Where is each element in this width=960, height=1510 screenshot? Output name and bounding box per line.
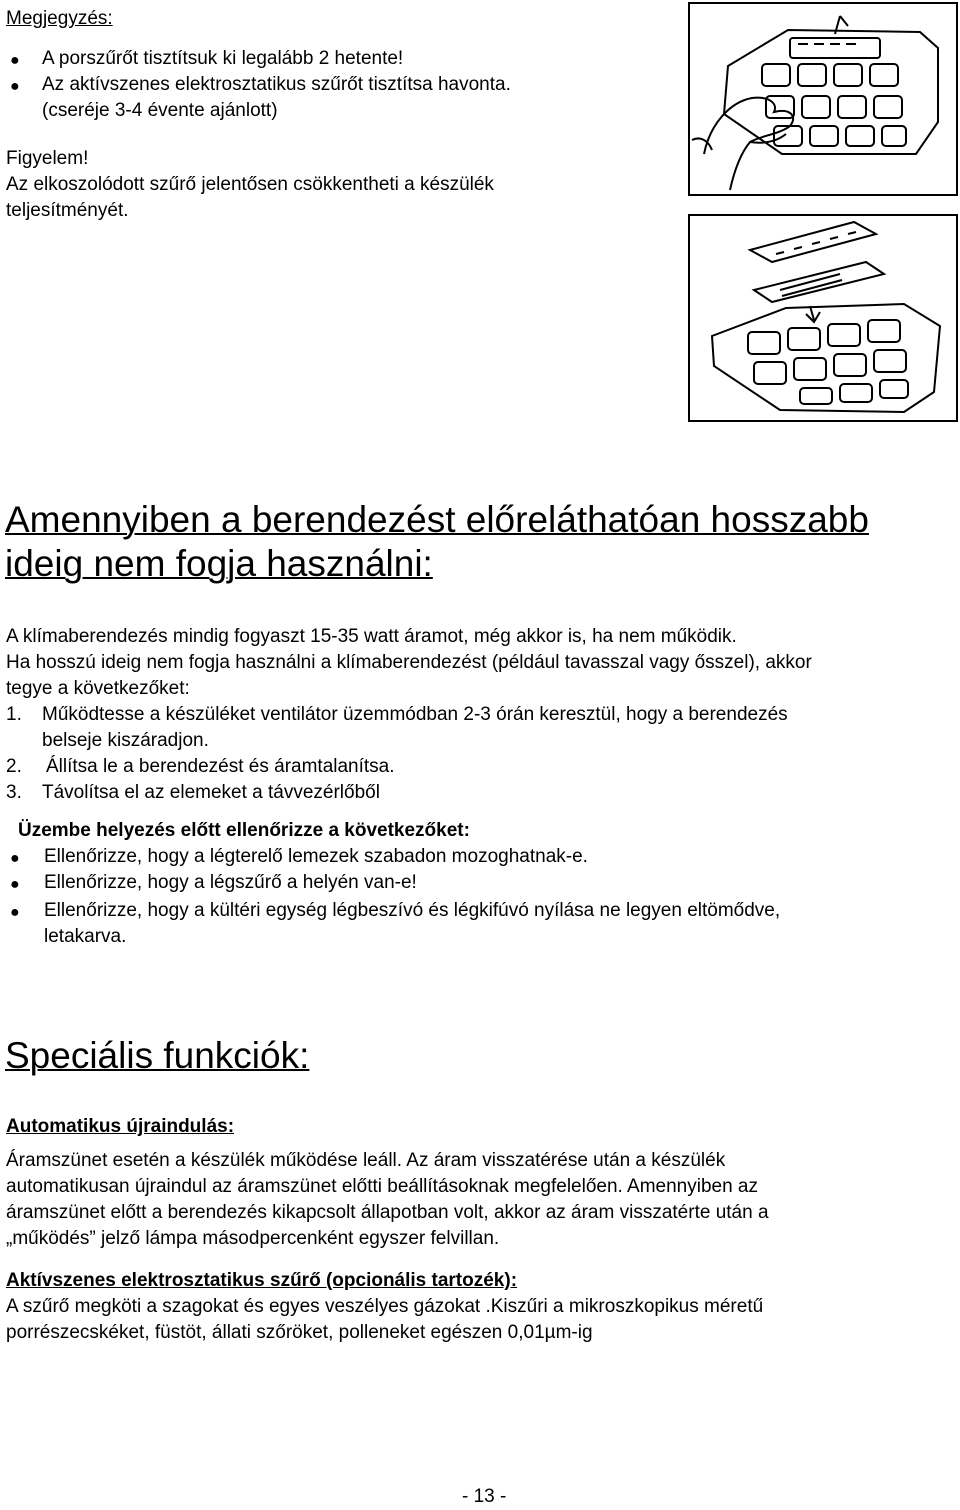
note-title: Megjegyzés: [6, 8, 113, 29]
step-text: Működtesse a készüléket ventilátor üzemmódban 2-3 órán keresztül, hogy a berendezés [42, 704, 788, 725]
step-number: 1. [6, 704, 22, 725]
filter-removal-illustration [688, 2, 958, 196]
step-number: 2. [6, 756, 22, 777]
warning-line: Az elkoszolódott szűrő jelentősen csökkentheti a készülék [6, 174, 494, 195]
section-heading: Speciális funkciók: [5, 1035, 310, 1076]
filter-assembly-illustration [688, 214, 958, 422]
paragraph-line: automatikusan újraindul az áramszünet előtti beállításoknak megfelelően. Amennyiben az [6, 1176, 759, 1197]
paragraph-line: „működés” jelző lámpa másodpercenként egyszer felvillan. [6, 1228, 500, 1249]
check-item: Ellenőrizze, hogy a légszűrő a helyén van-e! [44, 872, 417, 893]
section-heading: Amennyiben a berendezést előreláthatóan hosszabb [5, 499, 869, 540]
check-item: Ellenőrizze, hogy a kültéri egység légbeszívó és légkifúvó nyílása ne legyen eltömődve, [44, 900, 781, 921]
note-bullet: (cseréje 3-4 évente ajánlott) [42, 100, 278, 121]
check-title: Üzembe helyezés előtt ellenőrizze a következőket: [18, 820, 470, 841]
bullet-icon: ● [10, 78, 20, 95]
subsection-title: Aktívszenes elektrosztatikus szűrő (opcionális tartozék): [6, 1270, 518, 1291]
check-item: letakarva. [44, 926, 127, 947]
step-number: 3. [6, 782, 22, 803]
paragraph: A klímaberendezés mindig fogyaszt 15-35 watt áramot, még akkor is, ha nem működik. [6, 626, 737, 647]
bullet-icon: ● [10, 876, 20, 893]
step-text: Állítsa le a berendezést és áramtalanítsa. [46, 756, 395, 777]
note-bullet: A porszűrőt tisztítsuk ki legalább 2 hetente! [42, 48, 404, 69]
paragraph: tegye a következőket: [6, 678, 190, 699]
step-text: belseje kiszáradjon. [42, 730, 209, 751]
bullet-icon: ● [10, 904, 20, 921]
subsection-title: Automatikus újraindulás: [6, 1116, 235, 1137]
section-heading: ideig nem fogja használni: [5, 543, 433, 584]
note-bullet: Az aktívszenes elektrosztatikus szűrőt tisztítsa havonta. [42, 74, 511, 95]
warning-line: teljesítményét. [6, 200, 129, 221]
check-item: Ellenőrizze, hogy a légterelő lemezek szabadon mozoghatnak-e. [44, 846, 588, 867]
paragraph-line: Áramszünet esetén a készülék működése leáll. Az áram visszatérése után a készülék [6, 1150, 726, 1171]
paragraph: Ha hosszú ideig nem fogja használni a klímaberendezést (például tavasszal vagy ősszel), akkor [6, 652, 812, 673]
page-number: - 13 - [462, 1486, 507, 1507]
warning-line: Figyelem! [6, 148, 89, 169]
paragraph-line: áramszünet előtt a berendezés kikapcsolt állapotban volt, akkor az áram visszatérte után a [6, 1202, 769, 1223]
step-text: Távolítsa el az elemeket a távvezérlőből [42, 782, 380, 803]
paragraph-line: A szűrő megköti a szagokat és egyes veszélyes gázokat .Kiszűri a mikroszkopikus méretű [6, 1296, 764, 1317]
bullet-icon: ● [10, 52, 20, 69]
paragraph-line: porrészecskéket, füstöt, állati szőröket, polleneket egészen 0,01µm-ig [6, 1322, 593, 1343]
bullet-icon: ● [10, 850, 20, 867]
